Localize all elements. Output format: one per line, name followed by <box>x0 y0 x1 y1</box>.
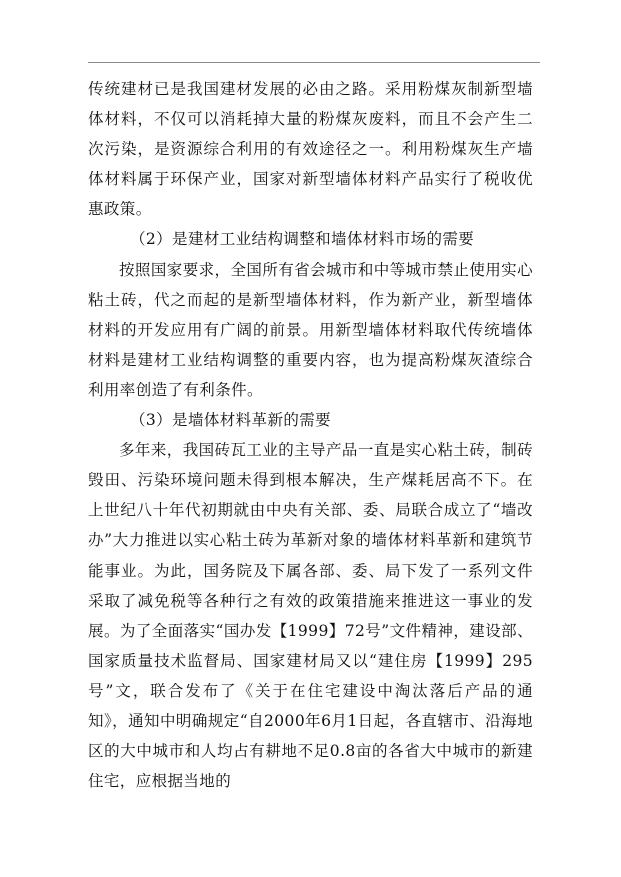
paragraph-market-demand: 按照国家要求，全国所有省会城市和中等城市禁止使用实心粘土砖，代之而起的是新型墙体材料，作为新产业，新型墙体材料的开发应用有广阔的前景。用新型墙体材料取代传统墙体材料是建材工业结构调整的重要内容，也为提高粉煤灰渣综合利用率创造了有利条件。 <box>88 260 533 399</box>
paragraph-wall-reform: 多年来，我国砖瓦工业的主导产品一直是实心粘土砖，制砖毁田、污染环境问题未得到根本解决，生产煤耗居高不下。在上世纪八十年代初期就由中央有关部、委、局联合成立了“墙改办”大力推进以实心粘土砖为革新对象的墙体材料革新和建筑节能事业。为此，国务院及下属各部、委、局下发了一系列文件采取了减免税等各种行之有效的政策措施来推进这一事业的发展。为了全面落实“国办发【1999】72号”文件精神，建设部、国家质量技术监督局、国家建材局又以“建住房【1999】295号”文，联合发布了《关于在住宅建设中淘汰落后产品的通知》，通知中明确规定“自2000年6月1日起，各直辖市、沿海地区的大中城市和人均占有耕地不足0.8亩的各省大中城市的新建住宅，应根据当地的 <box>88 441 533 791</box>
body-text <box>88 74 533 796</box>
section-heading-2: （2）是建材工业结构调整和墙体材料市场的需要 <box>130 230 475 249</box>
section-heading-3: （3）是墙体材料革新的需要 <box>130 411 332 430</box>
paragraph-continuation: 传统建材已是我国建材发展的必由之路。采用粉煤灰制新型墙体材料，不仅可以消耗掉大量的粉煤灰废料，而且不会产生二次污染，是资源综合利用的有效途径之一。利用粉煤灰生产墙体材料属于环保产业，国家对新型墙体材料产品实行了税收优惠政策。 <box>88 80 533 219</box>
header-rule <box>88 62 540 63</box>
